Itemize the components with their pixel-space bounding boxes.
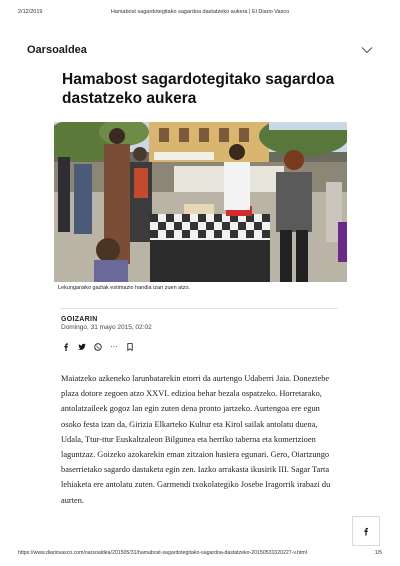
section-name[interactable]: Oarsoaldea <box>27 44 87 56</box>
whatsapp-icon[interactable] <box>94 343 102 351</box>
floating-share-button[interactable] <box>352 516 380 546</box>
bookmark-icon[interactable] <box>126 343 134 351</box>
article-date: Domingo, 31 mayo 2015, 02:02 <box>61 324 152 331</box>
article-headline: Hamabost sagardotegitako sagardoa dastatzeko aukera <box>62 71 335 107</box>
divider <box>60 308 338 309</box>
article-photo <box>54 122 347 282</box>
article-photo-image <box>54 122 347 282</box>
chevron-down-icon[interactable] <box>361 46 373 54</box>
print-document-title: Hamabost sagardotegitako sagardoa dastatzeko aukera | El Diario Vasco <box>110 9 290 15</box>
facebook-icon[interactable] <box>62 343 70 351</box>
photo-caption: Lekungaraiko gaztak estimazio handia izan zuen atzo. <box>58 285 191 291</box>
facebook-icon <box>362 527 370 536</box>
article-author[interactable]: GOIZARIN <box>61 316 98 323</box>
article-body: Maiatzeko azkeneko larunbatarekin etorri da aurtengo Udaberri Jaia. Doneztebe plaza dotore zegoen atzo XXVI. edizioa behar bezala ospatzeko. Horretarako, antolatzaileek gogoz lan egin zuten dena pronto jartzeko. Aurtengoa ere egun osoko festa izan da, Girizia Elkarteko Kultur eta Kirol sailak antolatu duena, Udala, Ttur-ttur Euskaltzaleon Bilgunea eta herriko taberna eta komertzioen laguntzaz. Goizeko azokarekin eman zitzaion hasiera egunari. Gero, Oiartzungo baserrietako sagardo dastaketa egin zen. Iazko arrakasta ikusirik III. Sagar Tarta lehiaketa ere antolatu zuten. Garmendi txokolategiko Josebe Iragorrik irabazi du aurten. <box>61 374 331 505</box>
print-url: https://www.diariovasco.com/oarsoaldea/201505/31/hamabost-sagardotegitako-sagardoa-dastatzeko-20150531020227-v.html <box>18 550 307 556</box>
share-bar <box>62 340 134 354</box>
print-date: 2/12/2019 <box>18 9 43 15</box>
page-number: 1/5 <box>374 550 382 556</box>
section-bar <box>27 44 373 60</box>
twitter-icon[interactable] <box>78 343 86 351</box>
more-icon[interactable]: ··· <box>110 342 118 351</box>
